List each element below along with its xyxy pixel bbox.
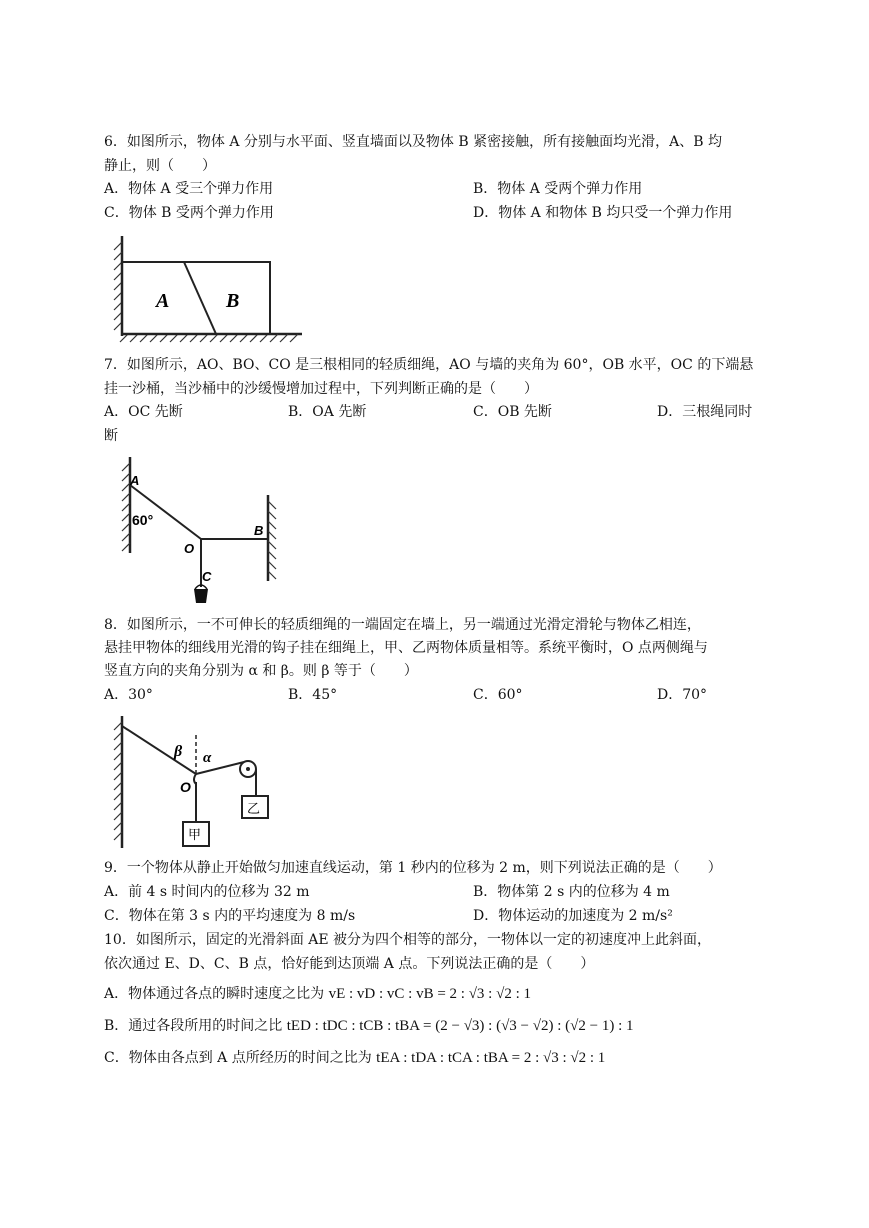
q10-option-c-text: C．物体由各点到 A 点所经历的时间之比为	[104, 1050, 377, 1066]
q6-option-c[interactable]: C．物体 B 受两个弹力作用	[104, 205, 274, 221]
q10-option-c[interactable]	[104, 1048, 605, 1068]
q10-option-a[interactable]	[104, 984, 531, 1004]
q10-stem-line2: 依次通过 E、D、C、B 点，恰好能到达顶端 A 点。下列说法正确的是（ ）	[104, 956, 595, 972]
q6-fig-label-b: B	[226, 290, 240, 312]
q10-option-a-text: A．物体通过各点的瞬时速度之比为	[104, 986, 329, 1002]
q8-stem-line3: 竖直方向的夹角分别为 α 和 β。则 β 等于（ ）	[104, 663, 418, 679]
q8-option-c[interactable]: C．60°	[473, 687, 523, 703]
q7-option-a[interactable]: A．OC 先断	[104, 404, 183, 420]
q6-option-b[interactable]: B．物体 A 受两个弹力作用	[473, 181, 643, 197]
q7-option-c[interactable]: C．OB 先断	[473, 404, 552, 420]
q9-option-c[interactable]: C．物体在第 3 s 内的平均速度为 8 m/s	[104, 908, 356, 924]
q6-stem-line2: 静止，则（ ）	[104, 158, 216, 174]
q8-option-a[interactable]: A．30°	[104, 687, 153, 703]
q9-option-a[interactable]: A．前 4 s 时间内的位移为 32 m	[104, 884, 310, 900]
q6-stem-line1: 6．如图所示，物体 A 分别与水平面、竖直墙面以及物体 B 紧密接触，所有接触面均光滑，A、B 均	[104, 134, 722, 150]
q9-option-b[interactable]: B．物体第 2 s 内的位移为 4 m	[473, 884, 670, 900]
q8-stem-line2: 悬挂甲物体的细线用光滑的钩子挂在细绳上，甲、乙两物体质量相等。系统平衡时，O 点两侧绳与	[104, 640, 708, 656]
q9-option-d[interactable]: D．物体运动的加速度为 2 m/s²	[473, 908, 673, 924]
q7-fig-label-a: A	[130, 473, 140, 488]
q7-option-d-continued: 断	[104, 428, 118, 444]
q8-figure	[110, 712, 280, 852]
q10-option-a-formula: vE : vD : vC : vB = 2 : √3 : √2 : 1	[328, 986, 531, 1002]
q10-option-b-formula: tED : tDC : tCB : tBA = (2 − √3) : (√3 − √2) : (√2 − 1) : 1	[286, 1018, 634, 1034]
q10-stem-line1: 10．如图所示，固定的光滑斜面 AE 被分为四个相等的部分，一物体以一定的初速度冲上此斜面，	[104, 932, 712, 948]
q7-fig-angle: 60°	[132, 512, 154, 528]
q8-stem-line1: 8．如图所示，一不可伸长的轻质细绳的一端固定在墙上，另一端通过光滑定滑轮与物体乙相连，	[104, 617, 701, 633]
q8-fig-alpha: α	[203, 750, 212, 766]
q10-option-b-text: B．通过各段所用的时间之比	[104, 1018, 287, 1034]
q7-option-b[interactable]: B．OA 先断	[288, 404, 367, 420]
q6-option-d[interactable]: D．物体 A 和物体 B 均只受一个弹力作用	[473, 205, 733, 221]
q8-fig-o: O	[180, 779, 191, 795]
q8-option-d[interactable]: D．70°	[657, 687, 708, 703]
q7-stem-line1: 7．如图所示，AO、BO、CO 是三根相同的轻质细绳，AO 与墙的夹角为 60°，OB 水平，OC 的下端悬	[104, 357, 754, 373]
q7-fig-label-o: O	[184, 541, 195, 556]
q8-fig-jia: 甲	[188, 828, 202, 843]
q6-option-a[interactable]: A．物体 A 受三个弹力作用	[104, 181, 274, 197]
q7-fig-label-b: B	[254, 523, 264, 538]
q7-option-d[interactable]: D．三根绳同时	[657, 404, 753, 420]
q7-figure	[118, 455, 283, 607]
q8-option-b[interactable]: B．45°	[288, 687, 338, 703]
q9-stem-line1: 9．一个物体从静止开始做匀加速直线运动，第 1 秒内的位移为 2 m，则下列说法正确的是（ ）	[104, 860, 722, 876]
q6-fig-label-a: A	[156, 290, 170, 312]
q8-fig-yi: 乙	[247, 802, 261, 817]
q6-figure	[104, 232, 304, 344]
q7-stem-line2: 挂一沙桶，当沙桶中的沙缓慢增加过程中，下列判断正确的是（ ）	[104, 381, 538, 397]
q10-option-b[interactable]	[104, 1016, 634, 1036]
q8-fig-beta: β	[174, 743, 183, 760]
q7-fig-label-c: C	[202, 569, 212, 584]
q10-option-c-formula: tEA : tDA : tCA : tBA = 2 : √3 : √2 : 1	[376, 1050, 606, 1066]
